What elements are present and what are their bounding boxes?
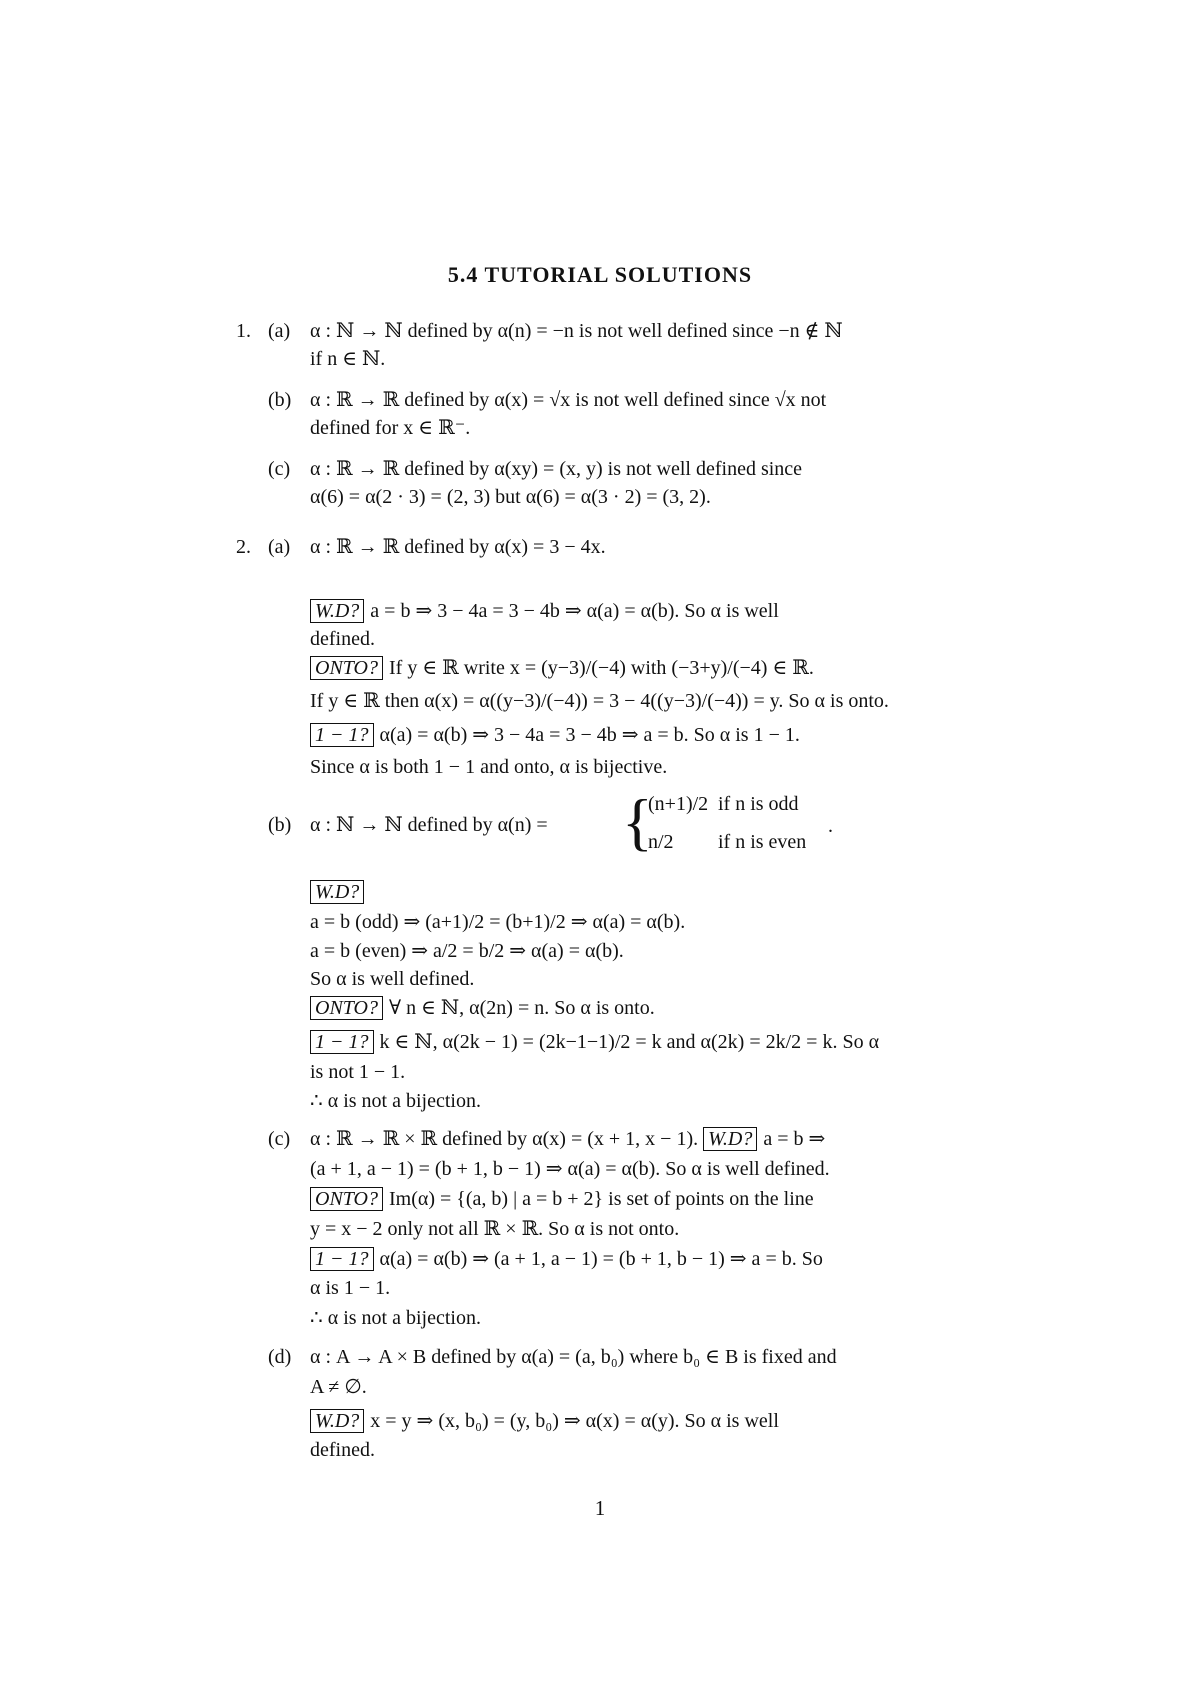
q2d-line1: α : A → A × B defined by α(a) = (a, b₀) where b₀ ∈ B is fixed and: [310, 1346, 837, 1368]
page-title: 5.4 TUTORIAL SOLUTIONS: [447, 262, 753, 287]
q2d-wd-line2: defined.: [310, 1439, 375, 1461]
case-even-condition: if n is even: [718, 831, 807, 853]
q1c-line1: α : ℝ → ℝ defined by α(xy) = (x, y) is not well defined since: [310, 458, 803, 480]
q1b-line1: α : ℝ → ℝ defined by α(x) = √x is not well defined since √x not: [310, 389, 827, 411]
q2b-definition: α : ℕ → ℕ defined by α(n) =: [310, 814, 548, 836]
case-even-value: n/2: [648, 831, 674, 853]
q2a-definition: α : ℝ → ℝ defined by α(x) = 3 − 4x.: [310, 536, 606, 558]
q2b-wd-line1: a = b (odd) ⇒ (a+1)/2 = (b+1)/2 ⇒ α(a) = α(b).: [310, 911, 686, 933]
q2a-11-text: α(a) = α(b) ⇒ 3 − 4a = 3 − 4b ⇒ a = b. So α is 1 − 1.: [379, 724, 800, 746]
one-one-box: 1 − 1?: [310, 1030, 374, 1054]
q1a-line1: α : ℕ → ℕ defined by α(n) = −n is not well defined since −n ∉ ℕ: [310, 320, 843, 342]
q2a-onto-line2: If y ∈ ℝ then α(x) = α((y−3)/(−4)) = 3 − 4((y−3)/(−4)) = y. So α is onto.: [310, 690, 889, 712]
q2b-conclusion: ∴ α is not a bijection.: [310, 1090, 481, 1112]
q2c-label: (c): [268, 1128, 291, 1150]
q1b-line2: defined for x ∈ ℝ⁻.: [310, 417, 471, 439]
onto-box: ONTO?: [310, 996, 383, 1020]
q2c-conclusion: ∴ α is not a bijection.: [310, 1307, 481, 1329]
onto-box: ONTO?: [310, 1187, 383, 1211]
one-one-box: 1 − 1?: [310, 723, 374, 747]
q2a-onto-text: If y ∈ ℝ write x = (y−3)/(−4) with (−3+y)/(−4) ∈ ℝ.: [389, 657, 814, 679]
q2b-wd-box-line: [310, 880, 370, 904]
onto-box: ONTO?: [310, 656, 383, 680]
wd-box: W.D?: [703, 1127, 757, 1151]
q2a-onto-line1: [310, 656, 814, 680]
q1b-label: (b): [268, 389, 292, 411]
wd-box: W.D?: [310, 880, 364, 904]
q2d-line2: A ≠ ∅.: [310, 1376, 367, 1398]
q1a-line2: if n ∈ ℕ.: [310, 348, 386, 370]
q2d-label: (d): [268, 1346, 292, 1368]
q2b-wd-line3: So α is well defined.: [310, 968, 475, 990]
q1a-label: (a): [268, 320, 291, 342]
q2-number: 2.: [236, 536, 251, 558]
q2d-wd-text: x = y ⇒ (x, b₀) = (y, b₀) ⇒ α(x) = α(y). So α is well: [370, 1410, 779, 1432]
left-brace: {: [622, 786, 653, 857]
q2b-piecewise: [622, 784, 842, 868]
q2a-wd-text: a = b ⇒ 3 − 4a = 3 − 4b ⇒ α(a) = α(b). So α is well: [370, 600, 779, 622]
page-number: 1: [594, 1496, 606, 1520]
q2a-wd-line2: defined.: [310, 628, 375, 650]
q2b-11-line2: is not 1 − 1.: [310, 1061, 406, 1083]
q2b-onto-text: ∀ n ∈ ℕ, α(2n) = n. So α is onto.: [389, 997, 655, 1019]
wd-box: W.D?: [310, 599, 364, 623]
q2c-wd-text: a = b ⇒: [763, 1128, 826, 1150]
wd-box: W.D?: [310, 1409, 364, 1433]
q1-number: 1.: [236, 320, 251, 342]
q2a-wd-line1: [310, 599, 779, 623]
q2c-wd-line2: (a + 1, a − 1) = (b + 1, b − 1) ⇒ α(a) = α(b). So α is well defined.: [310, 1158, 830, 1180]
q1c-label: (c): [268, 458, 291, 480]
q2c-11-line1: [310, 1247, 823, 1271]
q2a-11-line1: [310, 723, 800, 747]
q2a-label: (a): [268, 536, 291, 558]
q2b-wd-line2: a = b (even) ⇒ a/2 = b/2 ⇒ α(a) = α(b).: [310, 940, 624, 962]
q2c-onto-line2: y = x − 2 only not all ℝ × ℝ. So α is not onto.: [310, 1218, 680, 1240]
case-odd-value: (n+1)/2: [648, 793, 709, 815]
q2c-onto-text: Im(α) = {(a, b) | a = b + 2} is set of points on the line: [389, 1188, 814, 1210]
q2c-line1: [310, 1127, 825, 1151]
q2d-wd-line1: [310, 1409, 779, 1433]
q2a-conclusion: Since α is both 1 − 1 and onto, α is bijective.: [310, 756, 668, 778]
case-period: .: [828, 815, 833, 837]
q2b-onto-line: [310, 996, 655, 1020]
q2b-label: (b): [268, 814, 292, 836]
one-one-box: 1 − 1?: [310, 1247, 374, 1271]
case-odd-condition: if n is odd: [718, 793, 799, 815]
q2c-11-line2: α is 1 − 1.: [310, 1277, 391, 1299]
q2c-11-text: α(a) = α(b) ⇒ (a + 1, a − 1) = (b + 1, b − 1) ⇒ a = b. So: [379, 1248, 823, 1270]
q1c-line2: α(6) = α(2 · 3) = (2, 3) but α(6) = α(3 · 2) = (3, 2).: [310, 486, 711, 508]
q2b-11-text: k ∈ ℕ, α(2k − 1) = (2k−1−1)/2 = k and α(2k) = 2k/2 = k. So α: [379, 1031, 880, 1053]
q2c-definition: α : ℝ → ℝ × ℝ defined by α(x) = (x + 1, x − 1).: [310, 1128, 699, 1150]
q2c-onto-line1: [310, 1187, 814, 1211]
q2b-11-line1: [310, 1030, 879, 1054]
